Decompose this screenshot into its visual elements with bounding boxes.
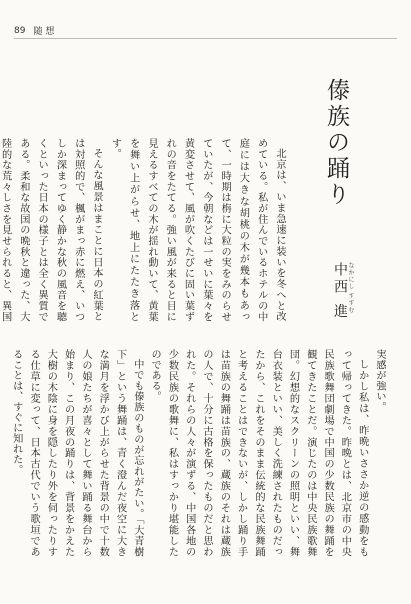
author-block — [333, 262, 355, 320]
author-name: 中西 進 — [332, 262, 348, 321]
author-ruby: なかにし すすむ — [347, 262, 354, 314]
paragraph: 北京は、いま急速に装いを冬へと改めている。私が住んでいるホテルの中庭には大きな胡桃の木が幾本もあって、一時期は栴に大粒の実をみのらせていたが、今朝などは一せいに葉々を黄変させて、風が吹くたびに固い葉ずれの音をたてる。強い風が来ると目に見えるすべての木が揺れ動いて、黄葉を舞い上がらせ、地上にたたき落とす。 — [109, 138, 285, 322]
paragraph: しかし私は、昨晩いささか逆の感動をもって帰ってきた。昨晩とは、北京市の中央民族歌舞団劇場で中国の少数民族の舞踊を観てきたことだ。演じたのは中央民族歌舞団。幻想的なスクリーンの照明といい、舞台衣装といい、美しく洗練されたものだったから、これをそのまま伝統的な民族舞踊と考えることはできないが、しかし踊り手は苗族の舞踊は苗族の、蔵族のそれは蔵族の人で、十分に古格を保ったものだと思われた。それらの人々が演ずる、中国各地の少数民族の歌舞に、私はすっかり堪能したのである。 — [149, 349, 368, 557]
paragraph: 中でも傣族のものが忘れがたい。「大青樹下」という舞踊は、青く澄んだ夜空に大きな満月を浮かび上がらせた背景の中で十数人の娘たちが喜々として舞い踊る舞台から始まり、この月夜の踊りは、背景をかえた大樹の木陰に身を隠したり外を伺ったりする仕草に変って、日本古代でいう歌垣であることは、すぐに知れた。 — [10, 349, 143, 557]
body-lower-block — [10, 349, 388, 557]
essay-title: 傣族の踊り — [323, 78, 349, 208]
paragraph: 実感が強い。 — [374, 349, 385, 412]
paragraph: そんな風景はまことに日本の紅葉とは対照的で、楓がまっ赤に燃え、いつしか深まってゆく静かな秋の風音を聴くといった日本の様子とは全く異質である。柔和な故国の晩秋と違った、大陸的な荒々しさを見せられると、異国 — [0, 138, 103, 322]
body-upper-block — [0, 138, 288, 322]
page-number: 89 — [14, 25, 26, 36]
page-header — [14, 24, 54, 37]
running-title: 随 想 — [33, 27, 55, 37]
header-divider — [14, 38, 397, 39]
